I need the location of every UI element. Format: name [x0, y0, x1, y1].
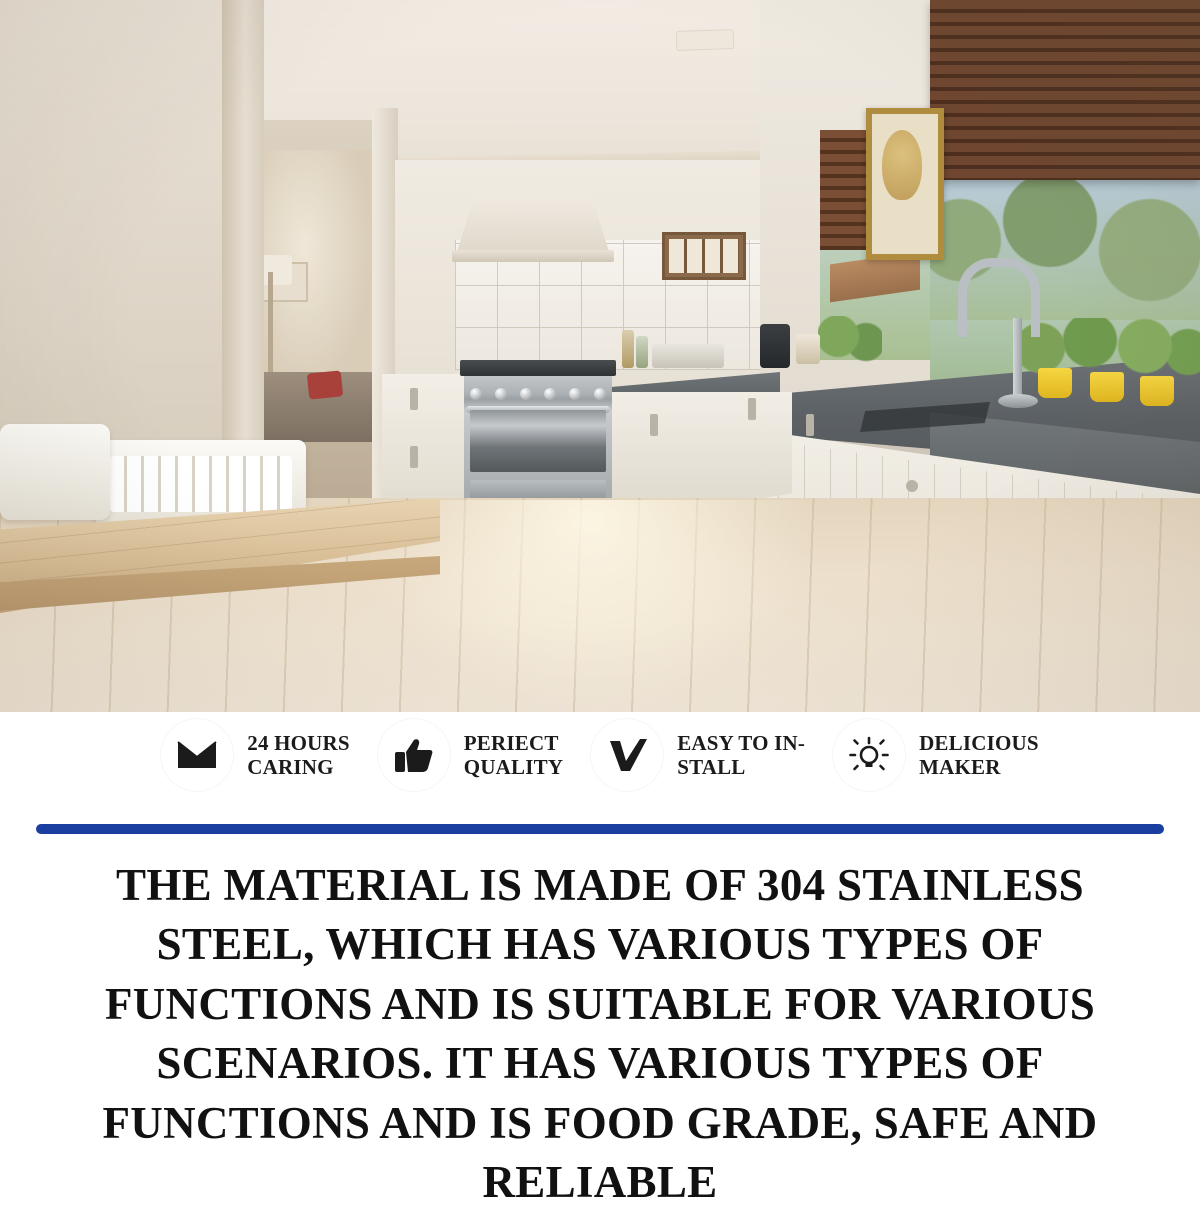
stove-knob-row [470, 388, 606, 402]
faucet-base [998, 394, 1038, 408]
herb-plant [818, 316, 882, 362]
range-hood-lip [452, 250, 614, 262]
red-cushion [307, 370, 344, 399]
yellow-pot [1090, 372, 1124, 402]
stove-knob [594, 388, 606, 400]
yellow-pot [1140, 376, 1174, 406]
feature-label-line1: 24 HOURS [247, 730, 350, 755]
feature-label-line2: MAKER [919, 755, 1001, 779]
cabinet-knob [906, 480, 918, 492]
faucet [958, 258, 1022, 408]
cabinet-handle [410, 388, 418, 410]
feature-label-line1: DELICIOUS [919, 730, 1039, 755]
faucet-stem [1013, 318, 1022, 402]
cabinet-handle [650, 414, 658, 436]
kettle [760, 324, 790, 368]
thumbs-up-icon [378, 719, 450, 791]
feature-item-install [577, 719, 819, 791]
feature-label [247, 731, 350, 779]
blue-divider [36, 824, 1164, 834]
feature-item-quality [364, 719, 577, 791]
oven-door [470, 410, 606, 472]
feature-label-line2: QUALITY [463, 755, 564, 779]
feature-item-delicious [819, 719, 1053, 791]
wooden-blinds-large [930, 0, 1200, 180]
feature-label-line2: CARING [247, 755, 334, 779]
feature-strip [0, 700, 1200, 810]
storage-jar [796, 334, 820, 364]
ceiling-vent [676, 29, 735, 51]
oil-bottle [622, 330, 634, 368]
stove-knob [470, 388, 482, 400]
faucet-arc [958, 258, 1040, 337]
feature-label-line1: PERIECT [463, 730, 559, 755]
cooktop [460, 360, 616, 376]
range-hood [455, 198, 611, 258]
feature-label [677, 731, 805, 779]
toaster [652, 344, 724, 368]
stove-knob [569, 388, 581, 400]
feature-label [919, 731, 1039, 779]
checkmark-icon [591, 719, 663, 791]
feature-item-caring [147, 719, 364, 791]
feature-label [464, 731, 563, 779]
cabinet-handle [806, 414, 814, 436]
framed-picture [866, 108, 944, 260]
oil-bottle [636, 336, 648, 368]
lightbulb-icon [833, 719, 905, 791]
feature-label-line1: EASY TO IN- [677, 730, 806, 755]
wall-spice-rack [662, 232, 746, 280]
yellow-pot [1038, 368, 1072, 398]
stove-knob [520, 388, 532, 400]
feature-label-line2: STALL [677, 755, 746, 779]
cabinet-handle [410, 446, 418, 468]
stove-knob [544, 388, 556, 400]
envelope-icon [161, 719, 233, 791]
dining-chair [0, 424, 110, 520]
cabinet-handle [748, 398, 756, 420]
headline-text: THE MATERIAL IS MADE OF 304 STAINLESS STEEL, WHICH HAS VARIOUS TYPES OF FUNCTIONS AND IS SUITABLE FOR VARIOUS SCENARIOS. IT HAS VARIOUS TYPES OF FUNCTIONS AND IS FOOD GRADE, SAFE AND RELIABLE [102, 860, 1098, 1207]
stove-knob [495, 388, 507, 400]
